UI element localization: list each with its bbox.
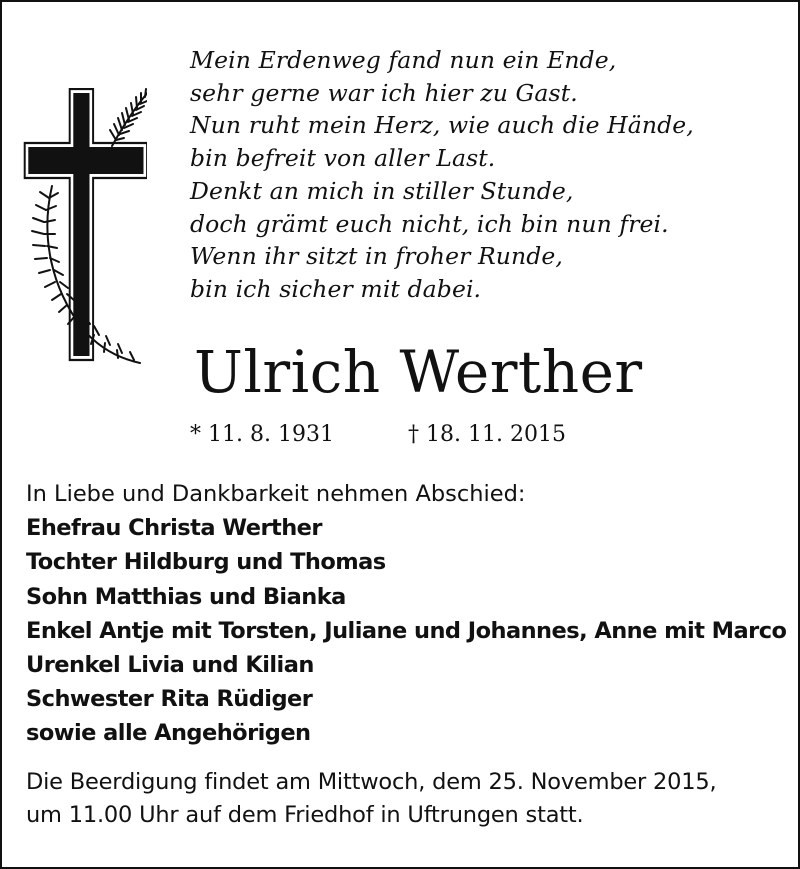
poem-line: Denkt an mich in stiller Stunde, bbox=[190, 176, 574, 205]
cross-with-palm-frond-icon bbox=[22, 88, 147, 368]
funeral-line: um 11.00 Uhr auf dem Friedhof in Uftrungen statt. bbox=[26, 801, 584, 828]
poem-line: bin befreit von aller Last. bbox=[190, 144, 496, 173]
mourner-entry: Sohn Matthias und Bianka bbox=[26, 583, 346, 610]
poem-line: Nun ruht mein Herz, wie auch die Hände, bbox=[190, 111, 694, 140]
mourner-entry: sowie alle Angehörigen bbox=[26, 720, 311, 747]
mourners-intro: In Liebe und Dankbarkeit nehmen Abschied: bbox=[26, 481, 526, 507]
mourner-entry: Schwester Rita Rüdiger bbox=[26, 686, 313, 713]
death-date: † 18. 11. 2015 bbox=[408, 422, 566, 447]
poem bbox=[190, 44, 694, 306]
mourner-entry: Enkel Antje mit Torsten, Juliane und Johannes, Anne mit Marco bbox=[26, 617, 787, 644]
mourner-entry: Urenkel Livia und Kilian bbox=[26, 652, 314, 679]
poem-line: sehr gerne war ich hier zu Gast. bbox=[190, 78, 578, 107]
poem-line: doch grämt euch nicht, ich bin nun frei. bbox=[190, 209, 669, 238]
mourner-entry: Ehefrau Christa Werther bbox=[26, 515, 322, 542]
poem-line: Mein Erdenweg fand nun ein Ende, bbox=[190, 46, 617, 74]
poem-line: bin ich sicher mit dabei. bbox=[190, 274, 482, 303]
birth-date: * 11. 8. 1931 bbox=[190, 422, 334, 447]
mourners-list bbox=[26, 477, 786, 751]
poem-line: Wenn ihr sitzt in froher Runde, bbox=[190, 242, 563, 271]
upper-palm-branch bbox=[110, 89, 147, 146]
funeral-info bbox=[26, 766, 716, 831]
life-dates bbox=[190, 421, 566, 449]
mourner-entry: Tochter Hildburg und Thomas bbox=[26, 549, 386, 576]
deceased-name: Ulrich Werther bbox=[194, 338, 643, 406]
funeral-line: Die Beerdigung findet am Mittwoch, dem 25. November 2015, bbox=[26, 769, 717, 795]
